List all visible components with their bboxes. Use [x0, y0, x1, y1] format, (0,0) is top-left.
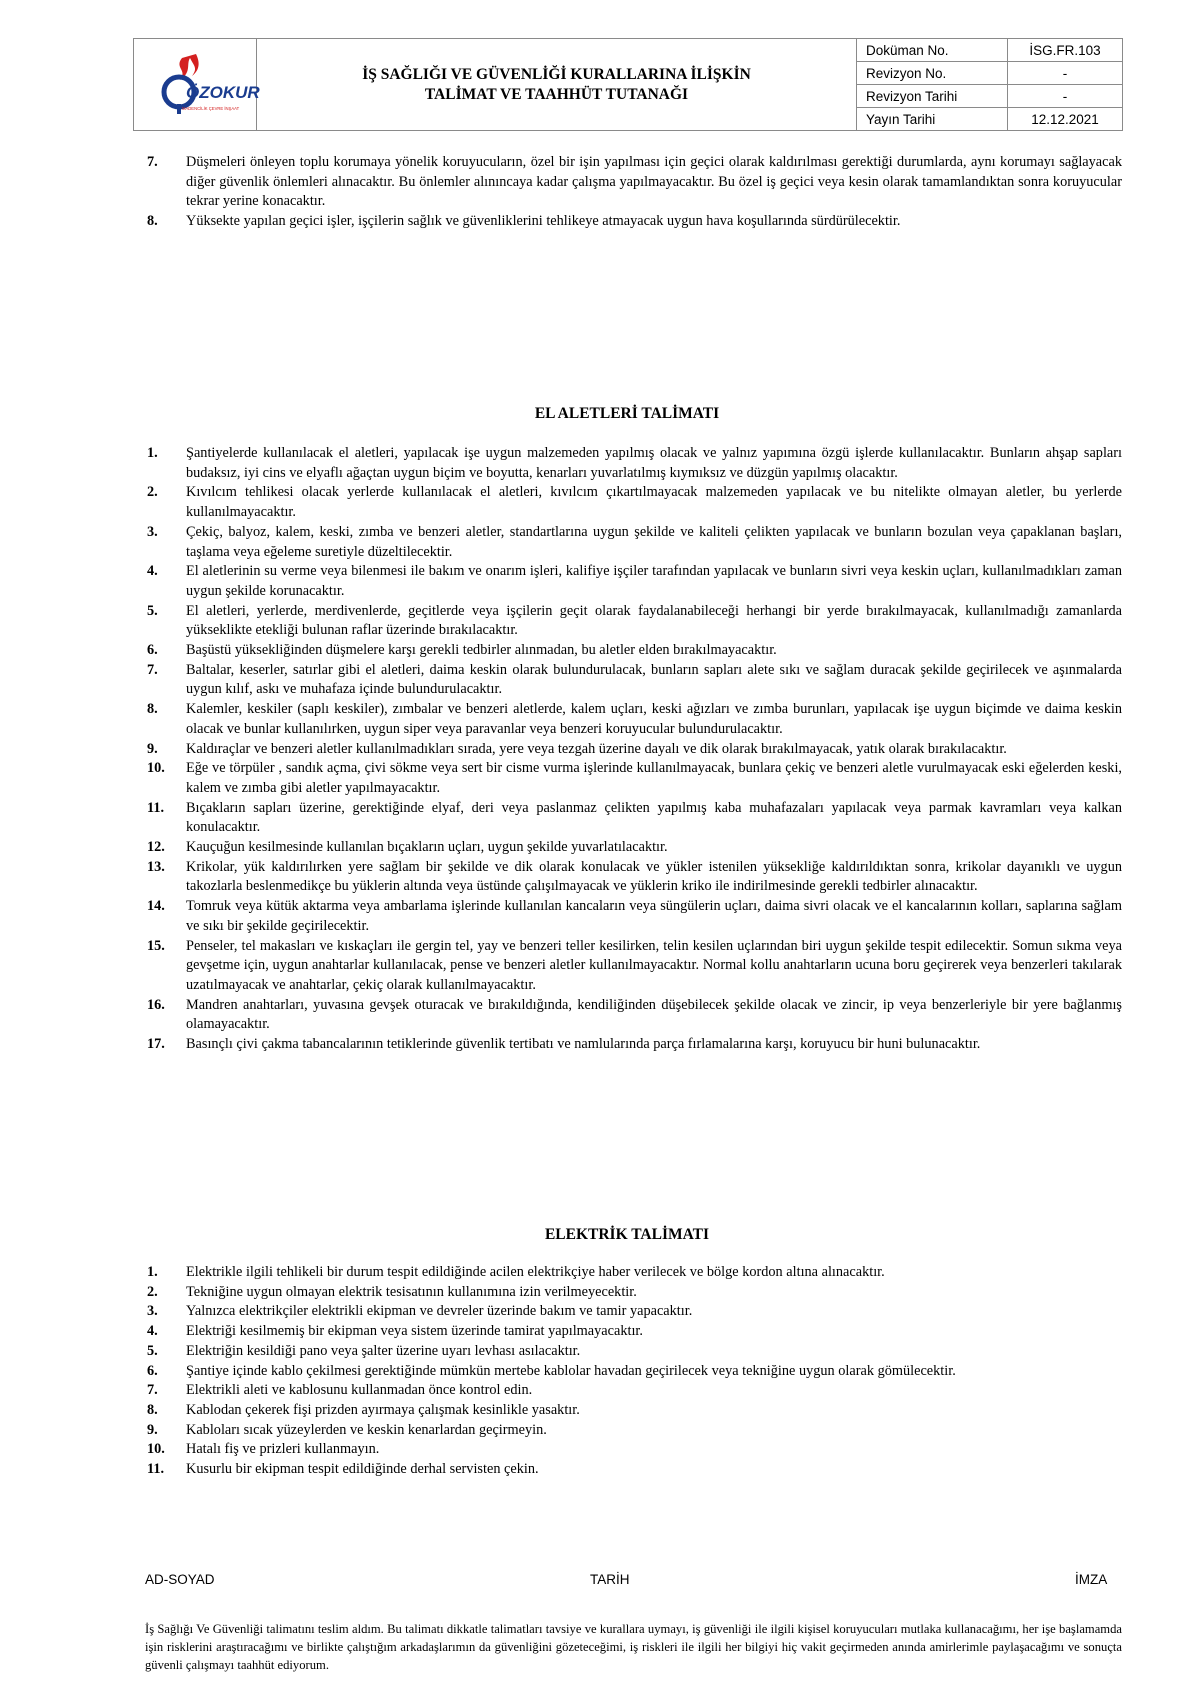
- electric-heading: ELEKTRİK TALİMATI: [544, 1226, 710, 1243]
- list-item: [147, 1381, 1122, 1401]
- list-item: [147, 523, 1122, 562]
- item-text: Hatalı fiş ve prizleri kullanmayın.: [186, 1441, 380, 1458]
- meta-value: İSG.FR.103: [1029, 42, 1101, 58]
- list-item: [147, 1322, 1122, 1342]
- item-number: 9.: [147, 740, 158, 757]
- item-text: Mandren anahtarları, yuvasına gevşek oturacak ve bırakıldığında, kendiliğinden düşebilecek şekilde olacak ve zincir, ip veya benzerleriyle bir yere bağlanmış olamayacaktır.: [186, 996, 1122, 1033]
- document-header: [133, 38, 1123, 131]
- item-text: Kalemler, keskiler (saplı keskiler), zımbalar ve benzeri aletlerde, kalem uçları, keski ağızları ve zımba burunları, yapılacak işe uygun biçimde ve daima keskin olacak ve bunlar kullanılırken, uygun siper veya paravanlar veya benzeri koruyucular bulundurulacaktır.: [186, 701, 1122, 737]
- item-text: El aletlerinin su verme veya bilenmesi ile bakım ve onarım işleri, kalifiye işçiler tarafından yapılacak ve bunların sivri veya keskin uçları, kullanılmadıkları zaman uygun şekilde korunacaktır.: [186, 563, 1122, 599]
- list-item: [147, 1362, 1122, 1382]
- hand-tools-list: [147, 444, 1122, 1055]
- list-item: [147, 1302, 1122, 1322]
- item-number: 1.: [147, 1264, 158, 1280]
- list-item: [147, 1421, 1122, 1441]
- item-number: 15.: [147, 937, 165, 954]
- item-number: 5.: [147, 602, 158, 619]
- list-item: [147, 799, 1122, 838]
- meta-value: -: [1062, 65, 1068, 81]
- item-number: 3.: [147, 1303, 158, 1320]
- item-text: Elektriği kesilmemiş bir ekipman veya sistem üzerinde tamirat yapılmayacaktır.: [186, 1323, 643, 1340]
- list-item: [147, 838, 1122, 858]
- document-title: [257, 39, 857, 130]
- item-number: 16.: [147, 996, 165, 1013]
- list-item: [147, 1440, 1122, 1460]
- list-item: [147, 212, 1122, 232]
- meta-row-publish-date: [857, 108, 1122, 130]
- item-number: 6.: [147, 642, 158, 659]
- item-number: 17.: [147, 1036, 165, 1053]
- list-item: [147, 562, 1122, 601]
- item-text: Başüstü yüksekliğinden düşmelere karşı gerekli tedbirler alınmadan, bu aletler elden bırakılmayacaktır.: [186, 642, 777, 659]
- continued-list: [147, 153, 1122, 232]
- list-item: [147, 661, 1122, 700]
- list-item: [147, 759, 1122, 798]
- item-number: 11.: [147, 799, 165, 816]
- item-text: Şantiyelerde kullanılacak el aletleri, yapılacak işe uygun malzemeden yapılmış olacak ve yalnız yapımına özgü işlerde kullanılacaktır. Bunların ahşap sapları budaksız, iyi cins ve elyaflı ağaçtan uygun biçim ve boyutta, kenarları yuvarlatılmış kıymıksız ve düzgün yapılmış olacaktır.: [186, 445, 1122, 481]
- item-text: Kauçuğun kesilmesinde kullanılan bıçakların uçları, uygun şekilde yuvarlatılacaktır.: [186, 839, 668, 856]
- list-item: [147, 996, 1122, 1035]
- svg-text:MADENCİLİK ÇEVRE İNŞAAT: MADENCİLİK ÇEVRE İNŞAAT: [182, 105, 240, 111]
- item-text: Kusurlu bir ekipman tespit edildiğinde derhal servisten çekin.: [186, 1461, 539, 1478]
- item-number: 11.: [147, 1461, 165, 1478]
- item-text: Şantiye içinde kablo çekilmesi gerektiğinde mümkün mertebe kablolar havadan geçirilecek veya tekniğine uygun olarak gömülecektir.: [186, 1362, 956, 1379]
- item-number: 8.: [147, 1401, 158, 1418]
- item-number: 7.: [147, 1382, 158, 1399]
- list-item: [147, 1342, 1122, 1362]
- electric-list: [147, 1263, 1122, 1480]
- title-line-2: TALİMAT VE TAAHHÜT TUTANAĞI: [424, 85, 689, 103]
- item-text: Kıvılcım tehlikesi olacak yerlerde kullanılacak el aletleri, kıvılcım çıkartılmayacak malzemeden yapılacak ve bu nitelikte olmayan aletler, bu yerlerde kullanılmayacaktır.: [186, 484, 1122, 521]
- list-item: [147, 641, 1122, 661]
- item-number: 8.: [147, 213, 158, 230]
- list-item: [147, 1035, 1122, 1055]
- item-text: Bıçakların sapları üzerine, gerektiğinde elyaf, deri veya paslanmaz çelikten yapılmış kaba muhafazaları yapılacak veya parmak kavramları veya kalkan konulacaktır.: [186, 799, 1122, 836]
- item-number: 4.: [147, 563, 158, 580]
- list-item: [147, 1401, 1122, 1421]
- item-text: Tekniğine uygun olmayan elektrik tesisatının kullanımına izin verilmeyecektir.: [186, 1283, 637, 1300]
- list-item: [147, 937, 1122, 996]
- item-text: Kabloları sıcak yüzeylerden ve keskin kenarlardan geçirmeyin.: [186, 1421, 547, 1438]
- item-text: Düşmeleri önleyen toplu korumaya yönelik koruyucuların, özel bir işin yapılması için geçici olarak kaldırılması gerektiği durumlarda, aynı korumayı sağlayacak diğer güvenlik önlemleri alınacaktır. Bu önlemler alınıncaya kadar çalışma yapılmayacaktır. Bu özel iş geçici veya kesin olarak tamamlandıktan sonra koruyucular tekrar yerine konacaktır.: [186, 154, 1122, 210]
- list-item: [147, 444, 1122, 483]
- item-number: 10.: [147, 760, 165, 777]
- item-number: 5.: [147, 1342, 158, 1359]
- meta-row-doc-no: [857, 39, 1122, 62]
- item-number: 8.: [147, 701, 158, 718]
- item-number: 9.: [147, 1421, 158, 1438]
- list-item: [147, 1283, 1122, 1303]
- meta-label: Revizyon Tarihi: [857, 85, 1008, 107]
- list-item: [147, 1263, 1122, 1283]
- meta-row-revision-no: [857, 62, 1122, 85]
- item-text: Elektrikli aleti ve kablosunu kullanmadan önce kontrol edin.: [186, 1382, 533, 1399]
- item-text: Eğe ve törpüler , sandık açma, çivi sökme veya sert bir cisme vurma işlerinde kullanılmayacak, bunlara çekiç ve benzeri aletle vurulmayacak eski eğelerden keski, kalem ve zımba gibi aletler yapılmayacaktır.: [186, 760, 1122, 796]
- list-item: [147, 740, 1122, 760]
- item-number: 4.: [147, 1323, 158, 1340]
- item-number: 6.: [147, 1362, 158, 1379]
- list-item: [147, 483, 1122, 522]
- item-number: 3.: [147, 523, 158, 540]
- meta-value: 12.12.2021: [1031, 111, 1099, 127]
- title-line-1: İŞ SAĞLIĞI VE GÜVENLİĞİ KURALLARINA İLİŞKİN: [362, 65, 751, 83]
- company-logo: [152, 52, 260, 118]
- item-number: 10.: [147, 1441, 165, 1458]
- item-text: Baltalar, keserler, satırlar gibi el aletleri, daima keskin olarak bulundurulacak, bunların sapları alete sıkı ve sağlam duracak şekilde geçirilecek ve aşınmalarda uygun kılıf, askı ve muhafaza içinde bulundurulacaktır.: [186, 661, 1122, 698]
- list-item: [147, 700, 1122, 739]
- company-logo-cell: [134, 39, 260, 130]
- item-text: Çekiç, balyoz, kalem, keski, zımba ve benzeri aletler, standartlarına uygun şekilde ve kaliteli çelikten yapılacak ve bunların bozulan veya çapaklanan başları, taşlama veya eğeleme suretiyle düzeltilecektir.: [186, 523, 1122, 560]
- item-text: Kaldıraçlar ve benzeri aletler kullanılmadıkları sırada, yere veya tezgah üzerine dayalı ve dik olarak bırakılmayacak, yatık olarak bırakılacaktır.: [186, 740, 1007, 757]
- meta-row-revision-date: [857, 85, 1122, 108]
- name-label: AD-SOYAD: [145, 1572, 215, 1587]
- item-number: 2.: [147, 484, 158, 501]
- signature-label: İMZA: [1075, 1572, 1108, 1587]
- item-number: 1.: [147, 445, 158, 461]
- item-text: Yüksekte yapılan geçici işler, işçilerin sağlık ve güvenliklerini tehlikeye atmayacak uygun hava koşullarında sürdürülecektir.: [186, 213, 901, 230]
- meta-value: -: [1062, 88, 1068, 104]
- item-text: Yalnızca elektrikçiler elektrikli ekipman ve devreler üzerinde bakım ve tamir yapacaktır.: [186, 1303, 693, 1320]
- item-text: Tomruk veya kütük aktarma veya ambarlama işlerinde kullanılan kancaların veya süngülerin uçları, daima sivri olacak ve el kancalarının kolları, saplarına sağlam ve sıkı bir şekilde geçirilecektir.: [186, 898, 1122, 934]
- document-meta-table: [857, 39, 1122, 130]
- item-text: Basınçlı çivi çakma tabancalarının tetiklerinde güvenlik tertibatı ve namlularında parça fırlamalarına karşı, koruyucu bir huni bulunacaktır.: [186, 1036, 981, 1053]
- hand-tools-heading: EL ALETLERİ TALİMATI: [534, 405, 720, 422]
- item-text: Krikolar, yük kaldırılırken yere sağlam bir şekilde ve dik olarak konulacak ve yükler istenilen yüksekliğe kaldırıldıktan sonra, krikolar dayanıklı ve uygun takozlarla beslenmedikçe bu yüklerin altında veya üstünde çalışılmayacak ve yüklerin kriko ile indirilmesinde gerekli tedbirler alınacaktır.: [186, 858, 1122, 895]
- item-text: Kablodan çekerek fişi prizden ayırmaya çalışmak kesinlikle yasaktır.: [186, 1401, 580, 1418]
- item-number: 13.: [147, 858, 165, 875]
- item-text: Elektriğin kesildiği pano veya şalter üzerine uyarı levhası asılacaktır.: [186, 1342, 581, 1359]
- meta-label: Yayın Tarihi: [857, 108, 1008, 130]
- list-item: [147, 858, 1122, 897]
- list-item: [147, 602, 1122, 641]
- meta-label: Revizyon No.: [857, 62, 1008, 84]
- commitment-statement: İş Sağlığı Ve Güvenliği talimatını teslim aldım. Bu talimatı dikkatle talimatları tavsiye ve kurallara uymayı, iş güvenliği ile ilgili kişisel koruyucuları mutlaka kullanacağımı, her işe başlamamda işin risklerini araştıracağımı ve birlikte çalıştığım arkadaşlarımın da güvenliğini gözeteceğimi, iş riskleri ile ilgili her bilgiyi hiç vakit geçirmeden anında amirlerimle paylaşacağımı ve sonuçta güvenli çalışmayı taahhüt ediyorum.: [145, 1622, 1122, 1672]
- item-text: Elektrikle ilgili tehlikeli bir durum tespit edildiğinde acilen elektrikçiye haber verilecek ve bölge kordon altına alınacaktır.: [186, 1264, 885, 1280]
- item-number: 14.: [147, 898, 165, 915]
- meta-label: Doküman No.: [857, 39, 1008, 61]
- list-item: [147, 1460, 1122, 1480]
- item-text: El aletleri, yerlerde, merdivenlerde, geçitlerde veya işçilerin geçit olarak faydalanabileceği herhangi bir yerde bırakılmayacak, kullanılmadığı zamanlarda yükseklikte etekliği bulunan raflar üzerinde bırakılacaktır.: [186, 602, 1122, 639]
- item-number: 2.: [147, 1283, 158, 1300]
- item-number: 7.: [147, 154, 158, 170]
- item-text: Penseler, tel makasları ve kıskaçları ile gergin tel, yay ve benzeri teller kesilirken, telin kesilen uçlarından biri uygun şekilde tespit edilecektir. Somun sıkma veya gevşetme için, uygun anahtarlar kullanılacak, pense ve benzeri aletler kullanılmayacaktır. Normal kollu anahtarların ucuna boru geçirerek veya benzerleri takılarak uzatılmayacak ve anahtarlar, çekiç olarak kullanılmayacaktır.: [186, 937, 1122, 993]
- list-item: [147, 153, 1122, 212]
- date-label: TARİH: [590, 1572, 630, 1587]
- list-item: [147, 897, 1122, 936]
- svg-text:ÖZOKUR: ÖZOKUR: [186, 82, 260, 102]
- item-number: 7.: [147, 661, 158, 678]
- item-number: 12.: [147, 839, 165, 856]
